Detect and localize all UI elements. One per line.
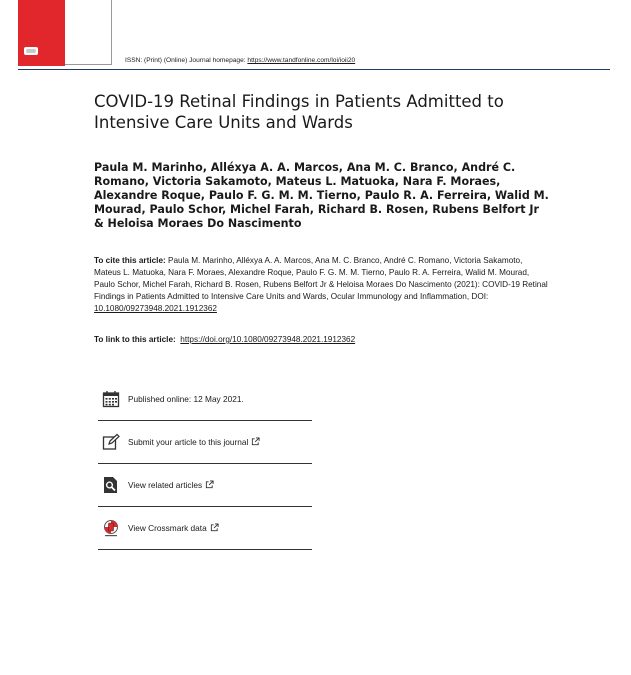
citation-label: To cite this article: [94,256,166,265]
crossmark-link[interactable] [128,523,219,533]
issn-text: ISSN: (Print) (Online) Journal homepage: [125,57,248,64]
crossmark-row[interactable] [98,507,312,550]
cover-frame [65,0,112,65]
external-link-icon [210,523,219,532]
related-articles-link[interactable] [128,480,214,490]
published-online-text: Published online: 12 May 2021. [128,394,244,404]
journal-issn-line [125,57,355,64]
citation-doi-link[interactable]: 10.1080/09273948.2021.1912362 [94,304,217,313]
submit-article-row[interactable] [98,421,312,464]
external-link-icon [251,437,260,446]
submit-article-label: Submit your article to this journal [128,437,249,447]
edit-icon [102,433,120,451]
calendar-icon [102,390,120,408]
article-title: COVID-19 Retinal Findings in Patients Admitted to Intensive Care Units and Wards [94,92,504,132]
article-link-line [94,335,355,344]
published-online-row [98,378,312,421]
crossmark-icon [102,519,120,537]
publisher-logo-icon [24,47,38,55]
journal-homepage-link[interactable]: https://www.tandfonline.com/loi/ioii20 [247,57,356,64]
citation-text: Paula M. Marinho, Alléxya A. A. Marcos, Ana M. C. Branco, André C. Romano, Victoria Sakamoto, Mateus L. Matuoka, Nara F. Moraes, Alexandre Roque, Paulo F. G. M. M. Tierno, Paulo R. A. Ferreira, Walid M. Mourad, Paulo Schor, Michel Farah, Richard B. Rosen, Rubens Belfort Jr & Heloisa Moraes Do Nascimento (2021): COVID-19 Retinal Findings in Patients Admitted to Intensive Care Units and Wards, Ocular Immunology and Inflammation, DOI: [94,256,548,301]
search-document-icon [102,476,120,494]
citation-block [94,255,549,315]
related-articles-row[interactable] [98,464,312,507]
article-actions-list [98,378,312,550]
article-authors: Paula M. Marinho, Alléxya A. A. Marcos, Ana M. C. Branco, André C. Romano, Victoria Sakamoto, Mateus L. Matuoka, Nara F. Moraes, Alexandre Roque, Paulo F. G. M. M. Tierno, Paulo R. A. Ferreira, Walid M. Mourad, Paulo Schor, Michel Farah, Richard B. Rosen, Rubens Belfort Jr & Heloisa Moraes Do Nascimento [94,161,549,230]
header-divider [18,69,610,70]
crossmark-label: View Crossmark data [128,523,207,533]
article-doi-link[interactable]: https://doi.org/10.1080/09273948.2021.1912362 [180,335,356,344]
external-link-icon [205,480,214,489]
related-articles-label: View related articles [128,480,203,490]
submit-article-link[interactable] [128,437,260,447]
link-label: To link to this article: [94,335,176,344]
journal-cover-thumbnail [18,0,65,66]
